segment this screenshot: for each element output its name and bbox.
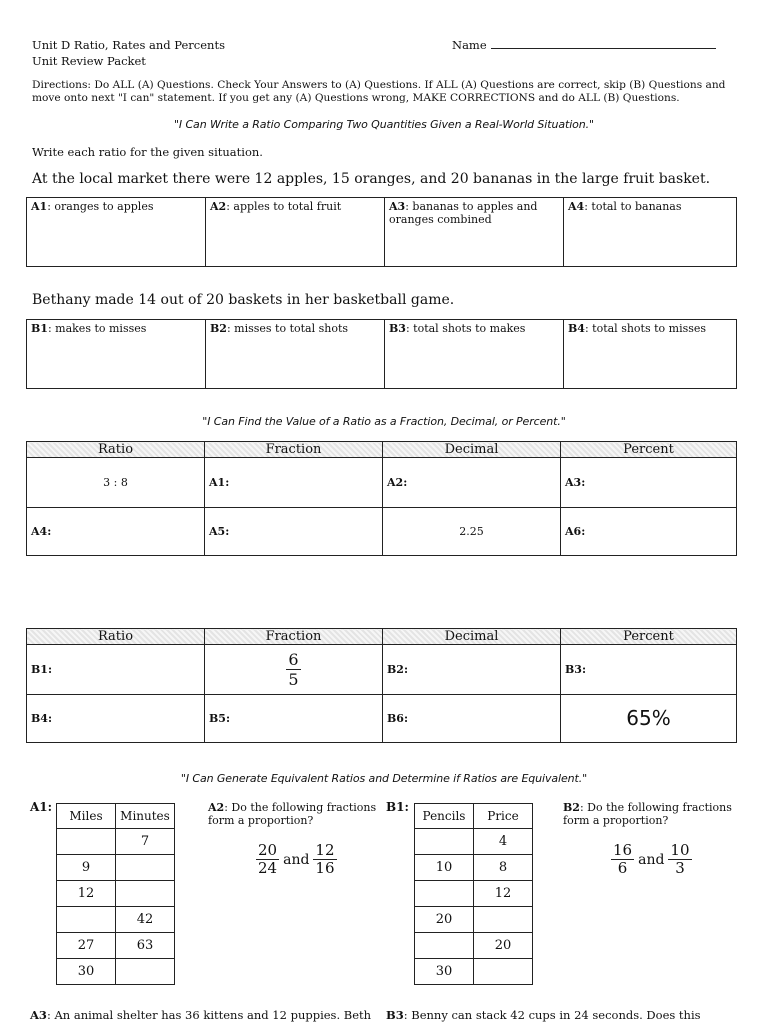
col-decimal-header: Decimal xyxy=(383,629,561,645)
table-cell[interactable]: 10 xyxy=(415,855,474,881)
price-header: Price xyxy=(474,804,533,829)
section1-instruction: Write each ratio for the given situation. xyxy=(32,145,263,159)
answer-cell-a1[interactable]: A1: xyxy=(205,458,383,508)
table-cell[interactable]: 27 xyxy=(57,933,116,959)
value-table-b xyxy=(26,628,737,743)
answer-cell-b3[interactable]: B3: xyxy=(561,645,737,695)
table-cell[interactable]: 8 xyxy=(474,855,533,881)
fraction-value xyxy=(205,645,383,695)
answer-cell-a6[interactable]: A6: xyxy=(561,508,737,556)
minutes-header: Minutes xyxy=(116,804,175,829)
decimal-value: 2.25 xyxy=(383,508,561,556)
answer-cell-b4[interactable]: B4: xyxy=(27,695,205,743)
table-cell[interactable] xyxy=(415,881,474,907)
section2-heading: "I Can Find the Value of a Ratio as a Fraction, Decimal, or Percent." xyxy=(202,415,566,428)
table-cell[interactable]: 20 xyxy=(415,907,474,933)
table-cell[interactable] xyxy=(474,907,533,933)
answer-cell-a4[interactable]: A4: xyxy=(27,508,205,556)
col-percent-header: Percent xyxy=(561,629,737,645)
table-cell[interactable]: 30 xyxy=(57,959,116,985)
answer-cell-b2[interactable]: B2: xyxy=(383,645,561,695)
col-ratio-header: Ratio xyxy=(27,629,205,645)
cell-b2[interactable]: B2: misses to total shots xyxy=(206,320,385,389)
table-cell[interactable] xyxy=(116,855,175,881)
a3-question: A3: An animal shelter has 36 kittens and 12 puppies. Beth xyxy=(30,1008,372,1022)
cell-a3[interactable]: A3: bananas to apples and oranges combined xyxy=(385,198,564,267)
table-cell[interactable]: 12 xyxy=(57,881,116,907)
cell-b3[interactable]: B3: total shots to makes xyxy=(385,320,564,389)
col-decimal-header: Decimal xyxy=(383,442,561,458)
table-cell[interactable] xyxy=(57,907,116,933)
table-cell[interactable] xyxy=(116,959,175,985)
cell-b1[interactable]: B1: makes to misses xyxy=(27,320,206,389)
table-cell[interactable]: 20 xyxy=(474,933,533,959)
col-fraction-header: Fraction xyxy=(205,442,383,458)
b2-proportion: $\frac{16}{6}$ and $\frac{10}{3}$ xyxy=(613,841,690,877)
table-cell[interactable] xyxy=(415,829,474,855)
col-fraction-header: Fraction xyxy=(205,629,383,645)
table-cell[interactable] xyxy=(474,959,533,985)
ratio-table-b xyxy=(26,319,737,389)
percent-value: 65% xyxy=(561,695,737,743)
table-cell[interactable]: 4 xyxy=(474,829,533,855)
directions-text: Directions: Do ALL (A) Questions. Check Your Answers to (A) Questions. If ALL (A) Questions are correct, skip (B) Questions and move onto next "I can" statement. If you get any (A) Questions wrong, MAKE CORRECTIONS and do ALL (B) Questions. xyxy=(32,79,726,104)
answer-cell-a2[interactable]: A2: xyxy=(383,458,561,508)
table-cell[interactable] xyxy=(57,829,116,855)
pencils-header: Pencils xyxy=(415,804,474,829)
pencils-price-table xyxy=(414,803,533,985)
b2-question: B2: Do the following fractions form a proportion? xyxy=(563,801,732,827)
b1-label: B1: xyxy=(386,800,409,814)
a1-label: A1: xyxy=(30,800,53,814)
answer-cell-b5[interactable]: B5: xyxy=(205,695,383,743)
cell-a4[interactable]: A4: total to bananas xyxy=(564,198,737,267)
fraction-numerator: 6 xyxy=(288,650,299,669)
unit-title: Unit D Ratio, Rates and Percents xyxy=(32,38,225,52)
answer-cell-b1[interactable]: B1: xyxy=(27,645,205,695)
miles-minutes-table xyxy=(56,803,175,985)
cell-a1[interactable]: A1: oranges to apples xyxy=(27,198,206,267)
col-percent-header: Percent xyxy=(561,442,737,458)
packet-subtitle: Unit Review Packet xyxy=(32,54,146,68)
name-label: Name xyxy=(452,38,487,52)
section1-heading: "I Can Write a Ratio Comparing Two Quantities Given a Real-World Situation." xyxy=(173,118,595,131)
b3-question: B3: Benny can stack 42 cups in 24 seconds. Does this xyxy=(386,1008,701,1022)
name-field xyxy=(452,37,716,53)
table-cell[interactable] xyxy=(415,933,474,959)
name-blank-line xyxy=(491,38,716,49)
table-cell[interactable]: 9 xyxy=(57,855,116,881)
table-cell[interactable] xyxy=(116,881,175,907)
answer-cell-a3[interactable]: A3: xyxy=(561,458,737,508)
a2-proportion: $\frac{20}{24}$ and $\frac{12}{16}$ xyxy=(258,841,335,877)
answer-cell-b6[interactable]: B6: xyxy=(383,695,561,743)
table-cell[interactable]: 12 xyxy=(474,881,533,907)
section3-heading: "I Can Generate Equivalent Ratios and Determine if Ratios are Equivalent." xyxy=(180,772,588,785)
answer-cell-a5[interactable]: A5: xyxy=(205,508,383,556)
a2-question: A2: Do the following fractions form a proportion? xyxy=(208,801,377,827)
problem-b-text: Bethany made 14 out of 20 baskets in her basketball game. xyxy=(32,292,455,308)
value-table-a xyxy=(26,441,737,556)
table-cell[interactable]: 63 xyxy=(116,933,175,959)
cell-a2[interactable]: A2: apples to total fruit xyxy=(206,198,385,267)
fraction-denominator: 5 xyxy=(288,670,299,689)
ratio-value: 3 : 8 xyxy=(27,458,205,508)
table-cell[interactable]: 42 xyxy=(116,907,175,933)
miles-header: Miles xyxy=(57,804,116,829)
table-cell[interactable]: 7 xyxy=(116,829,175,855)
problem-a-text: At the local market there were 12 apples, 15 oranges, and 20 bananas in the large fruit basket. xyxy=(32,171,711,187)
ratio-table-a xyxy=(26,197,737,267)
col-ratio-header: Ratio xyxy=(27,442,205,458)
cell-b4[interactable]: B4: total shots to misses xyxy=(564,320,737,389)
table-cell[interactable]: 30 xyxy=(415,959,474,985)
